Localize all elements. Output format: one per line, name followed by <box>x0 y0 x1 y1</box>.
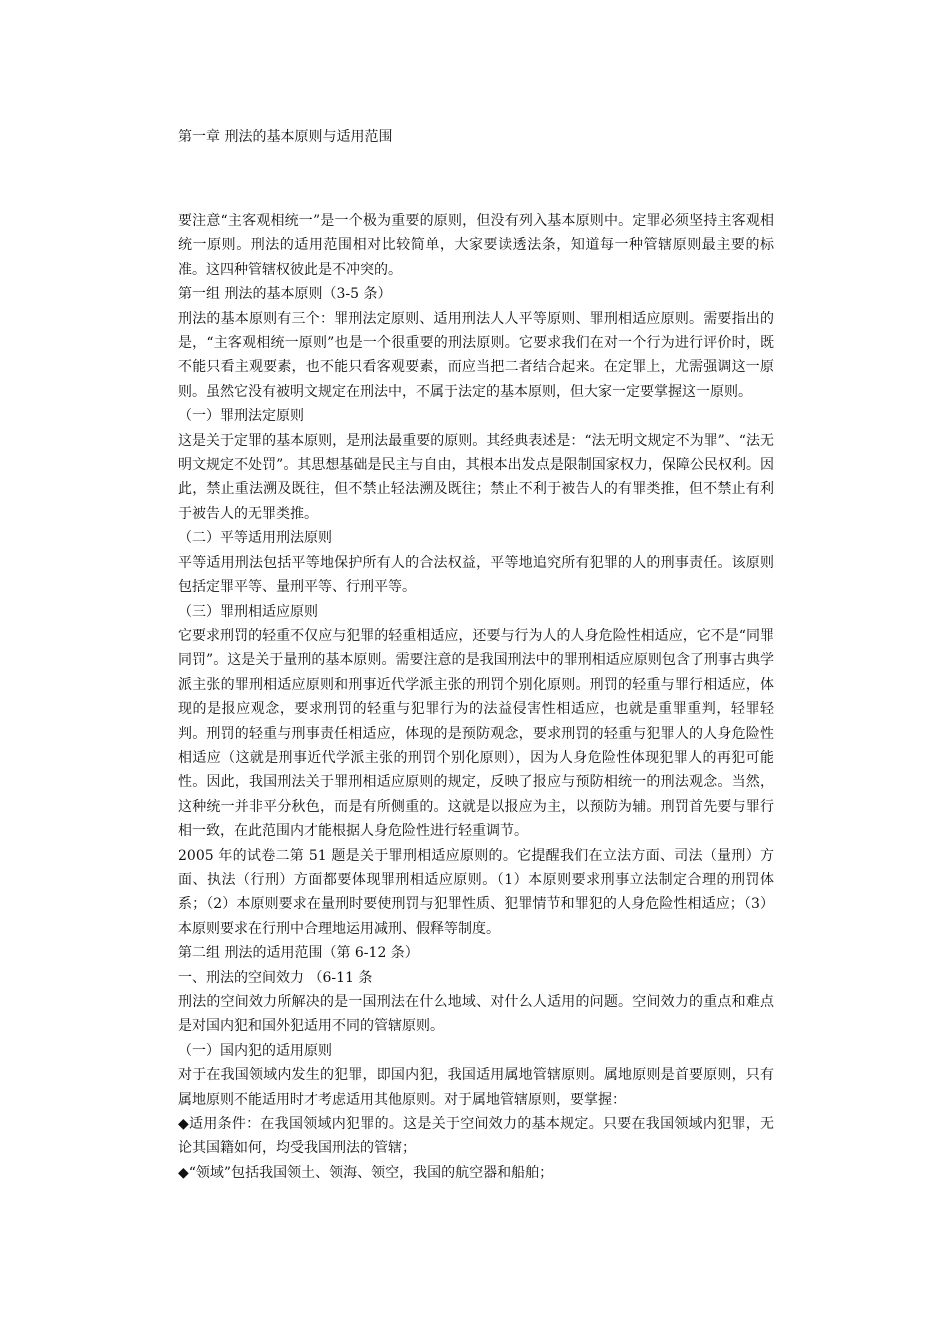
paragraph-equality-principle: 平等适用刑法包括平等地保护所有人的合法权益，平等地追究所有犯罪的人的刑事责任。该原则包括定罪平等、量刑平等、行刑平等。 <box>178 554 774 596</box>
subheading-proportionality-principle: （三）罪刑相适应原则 <box>178 603 318 620</box>
paragraph-proportionality-principle: 它要求刑罚的轻重不仅应与犯罪的轻重相适应，还要与行为人的人身危险性相适应，它不是“同罪同罚”。这是关于量刑的基本原则。需要注意的是我国刑法中的罪刑相适应原则包含了刑事古典学派主张的罪刑相适应原则和刑事近代学派主张的刑罚个别化原则。刑罚的轻重与罪行相适应，体现的是报应观念，要求刑罚的轻重与犯罪行为的法益侵害性相适应，也就是重罪重判，轻罪轻判。刑罚的轻重与刑事责任相适应，体现的是预防观念，要求刑罚的轻重与犯罪人的人身危险性相适应（这就是刑事近代学派主张的刑罚个别化原则），因为人身危险性体现犯罪人的再犯可能性。因此，我国刑法关于罪刑相适应原则的规定，反映了报应与预防相统一的刑法观念。当然，这种统一并非平分秋色，而是有所侧重的。这就是以报应为主，以预防为辅。刑罚首先要与罪行相一致，在此范围内才能根据人身危险性进行轻重调节。 <box>178 627 774 840</box>
paragraph-legality-principle: 这是关于定罪的基本原则，是刑法最重要的原则。其经典表述是：“法无明文规定不为罪”、“法无明文规定不处罚”。其思想基础是民主与自由，其根本出发点是限制国家权力，保障公民权利。因此，禁止重法溯及既往，但不禁止轻法溯及既往；禁止不利于被告人的有罪类推，但不禁止有利于被告人的无罪类推。 <box>178 432 774 522</box>
paragraph-spatial-effect: 刑法的空间效力所解决的是一国刑法在什么地域、对什么人适用的问题。空间效力的重点和难点是对国内犯和国外犯适用不同的管辖原则。 <box>178 994 774 1035</box>
subheading-equality-principle: （二）平等适用刑法原则 <box>178 530 332 547</box>
section-heading-group-two: 第二组 刑法的适用范围（第 6-12 条） <box>178 945 419 962</box>
paragraph-2005-exam: 2005 年的试卷二第 51 题是关于罪刑相适应原则的。它提醒我们在立法方面、司法（量刑）方面、执法（行刑）方面都要体现罪刑相适应原则。（1）本原则要求刑事立法制定合理的刑罚体系；（2）本原则要求在量刑时要使刑罚与犯罪性质、犯罪情节和罪犯的人身危险性相适应；（3）本原则要求在行刑中合理地运用减刑、假释等制度。 <box>178 847 774 937</box>
section-heading-group-one: 第一组 刑法的基本原则（3-5 条） <box>178 286 392 303</box>
subheading-spatial-effect: 一、刑法的空间效力 （6-11 条 <box>178 969 373 986</box>
chapter-title: 第一章 刑法的基本原则与适用范围 <box>178 129 393 145</box>
paragraph-domestic-crime: 对于在我国领域内发生的犯罪，即国内犯，我国适用属地管辖原则。属地原则是首要原则，只有属地原则不能适用时才考虑适用其他原则。对于属地管辖原则，要掌握： <box>178 1067 774 1108</box>
intro-paragraph: 要注意“主客观相统一”是一个极为重要的原则，但没有列入基本原则中。定罪必须坚持主客观相统一原则。刑法的适用范围相对比较简单，大家要读透法条，知道每一种管辖原则最主要的标准。这四种管辖权彼此是不冲突的。 <box>178 213 774 278</box>
bullet-applicable-conditions: ◆适用条件：在我国领域内犯罪的。这是关于空间效力的基本规定。只要在我国领域内犯罪，无论其国籍如何，均受我国刑法的管辖； <box>178 1116 774 1157</box>
document-body <box>178 209 774 1185</box>
paragraph-basic-principles: 刑法的基本原则有三个：罪刑法定原则、适用刑法人人平等原则、罪刑相适应原则。需要指出的是，“主客观相统一原则”也是一个很重要的刑法原则。它要求我们在对一个行为进行评价时，既不能只看主观要素，也不能只看客观要素，而应当把二者结合起来。在定罪上，尤需强调这一原则。虽然它没有被明文规定在刑法中，不属于法定的基本原则，但大家一定要掌握这一原则。 <box>178 310 774 400</box>
subheading-domestic-crime: （一）国内犯的适用原则 <box>178 1042 332 1059</box>
bullet-territory-definition: ◆“领域”包括我国领土、领海、领空，我国的航空器和船舶； <box>178 1164 554 1181</box>
subheading-legality-principle: （一）罪刑法定原则 <box>178 408 304 425</box>
